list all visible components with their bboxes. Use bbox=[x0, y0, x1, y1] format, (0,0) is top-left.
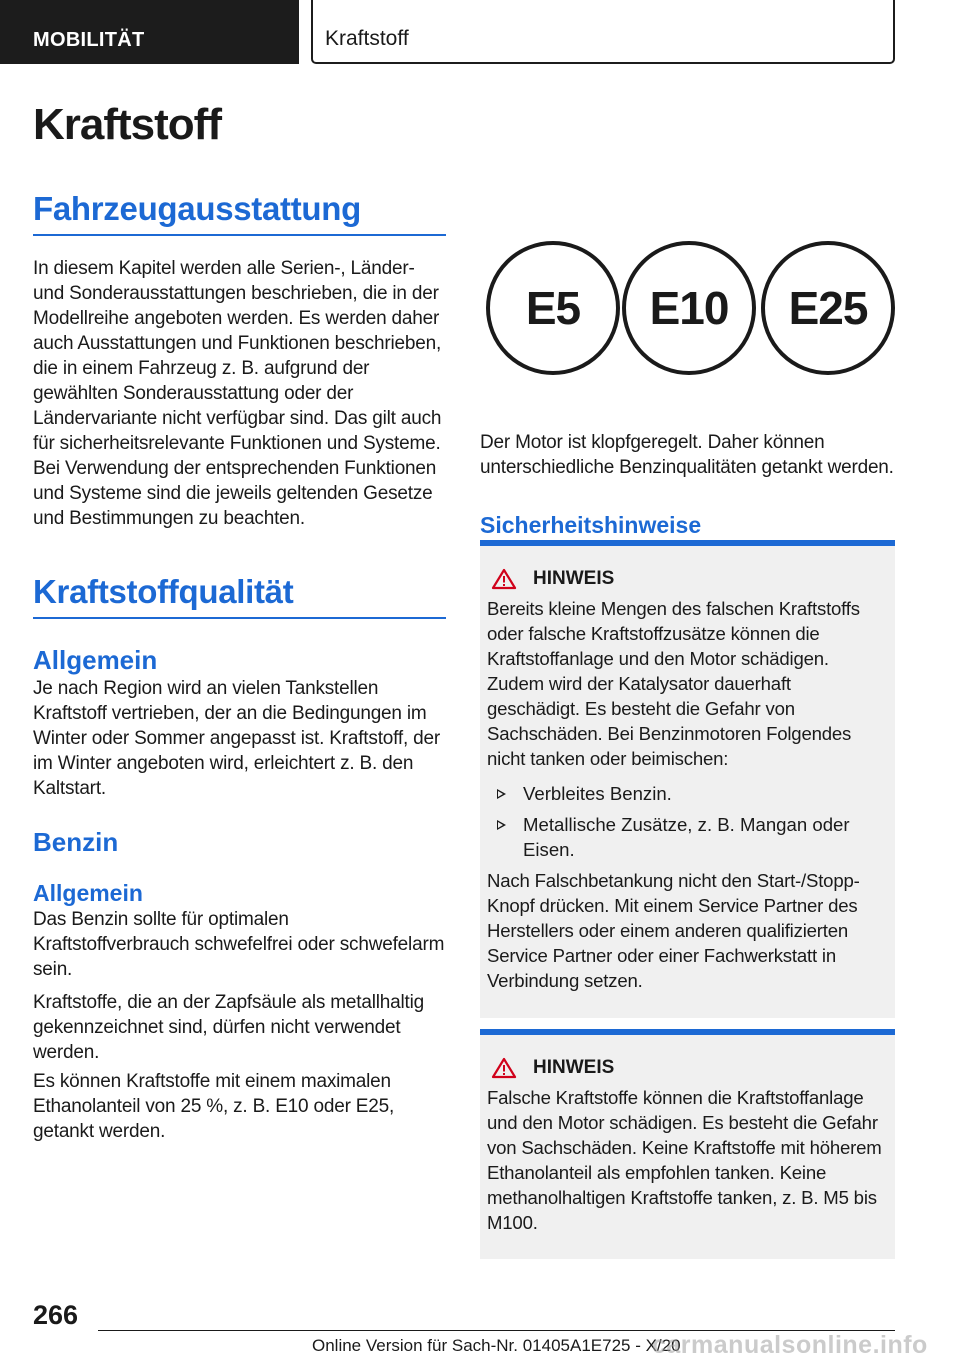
heading-safety-notes: Sicherheitshinweise bbox=[480, 512, 702, 538]
triangle-bullet-icon bbox=[497, 789, 506, 799]
warning-triangle-icon bbox=[491, 568, 517, 590]
petrol-paragraph-1: Das Benzin sollte für optimalen Kraftstoffverbrauch schwefelfrei oder schwefelarm sein. bbox=[33, 909, 445, 980]
header-section-label: MOBILITÄT bbox=[0, 0, 299, 64]
notice-bullet-list bbox=[487, 781, 887, 862]
heading-fuel-quality: Kraftstoffqualität bbox=[33, 573, 446, 619]
heading-petrol: Benzin bbox=[33, 827, 119, 857]
notice-box-1 bbox=[480, 540, 895, 1018]
petrol-paragraph-2: Kraftstoffe, die an der Zapfsäule als metallhaltig gekennzeichnet sind, dürfen nicht verwendet werden. bbox=[33, 992, 424, 1063]
general-paragraph: Je nach Region wird an vielen Tankstellen Kraftstoff vertrieben, der an die Bedingungen im Winter oder Sommer angepasst ist. Kraftstoff, der im Winter angeboten wird, erleichtert z. B. den Kaltstart. bbox=[33, 678, 440, 799]
engine-paragraph: Der Motor ist klopfgeregelt. Daher können unterschiedliche Benzinqualitäten getankt werden. bbox=[480, 432, 894, 478]
triangle-bullet-icon bbox=[497, 820, 506, 830]
notice-box-2 bbox=[480, 1029, 895, 1259]
warning-triangle-icon bbox=[491, 1057, 517, 1079]
header-topic-label: Kraftstoff bbox=[311, 0, 895, 64]
watermark: carmanualsonline.info bbox=[652, 1331, 928, 1359]
fuel-sign-e5: E5 bbox=[486, 241, 620, 375]
notice-text: Falsche Kraftstoffe können die Kraftstoffanlage und den Motor schädigen. Es besteht die Gefahr von Sachschäden. Keine Kraftstoffe mit höherem Ethanolanteil als empfohlen tanken. Keine methanolhaltigen Kraftstoffe tanken, z. B. M5 bis M100. bbox=[487, 1087, 882, 1233]
footer-online-version: Online Version für Sach-Nr. 01405A1E725 - X/20 bbox=[312, 1336, 681, 1355]
notice-label: HINWEIS bbox=[533, 1057, 615, 1078]
list-item bbox=[487, 812, 887, 862]
heading-petrol-general: Allgemein bbox=[33, 880, 143, 906]
intro-paragraph: In diesem Kapitel werden alle Serien-, Länder- und Sonderausstattungen beschrieben, die in der Modellreihe angeboten werden. Es werden daher auch Ausstattungen und Funktionen beschrieben, die in einem Fahrzeug z. B. aufgrund der gewählten Sonderausstattung oder der Ländervariante nicht verfügbar sind. Das gilt auch für sicherheitsrelevante Funktionen und Systeme. Bei Verwendung der entsprechenden Funktionen und Systeme sind die jeweils geltenden Gesetze und Bestimmungen zu beachten. bbox=[33, 258, 442, 529]
petrol-paragraph-3: Es können Kraftstoffe mit einem maximalen Ethanolanteil von 25 %, z. B. E10 oder E25, getankt werden. bbox=[33, 1071, 395, 1142]
fuel-sign-e25: E25 bbox=[761, 241, 895, 375]
notice-text-after: Nach Falschbetankung nicht den Start-/Stopp-Knopf drücken. Mit einem Service Partner des Herstellers oder einem anderen qualifizierten Service Partner oder einer Fachwerkstatt in Verbindung setzen. bbox=[487, 870, 860, 991]
page-number: 266 bbox=[33, 1300, 79, 1330]
fuel-sign-e10: E10 bbox=[622, 241, 756, 375]
notice-header bbox=[487, 568, 887, 590]
list-item-text: Metallische Zusätze, z. B. Mangan oder Eisen. bbox=[523, 814, 850, 860]
notice-text: Bereits kleine Mengen des falschen Kraftstoffs oder falsche Kraftstoffzusätze können die Kraftstoffanlage und den Motor schädigen. Zudem wird der Katalysator dauerhaft geschädigt. Es besteht die Gefahr von Sachschäden. Bei Benzinmotoren Folgendes nicht tanken oder beimischen: bbox=[487, 598, 860, 769]
notice-header bbox=[487, 1057, 887, 1079]
heading-vehicle-equipment: Fahrzeugausstattung bbox=[33, 190, 446, 236]
right-column bbox=[480, 430, 895, 539]
fuel-signs-figure bbox=[486, 241, 892, 391]
page-title: Kraftstoff bbox=[33, 100, 221, 149]
list-item bbox=[487, 781, 887, 806]
heading-general: Allgemein bbox=[33, 645, 158, 675]
list-item-text: Verbleites Benzin. bbox=[523, 783, 672, 804]
notice-label: HINWEIS bbox=[533, 568, 615, 589]
left-column bbox=[33, 190, 446, 1144]
